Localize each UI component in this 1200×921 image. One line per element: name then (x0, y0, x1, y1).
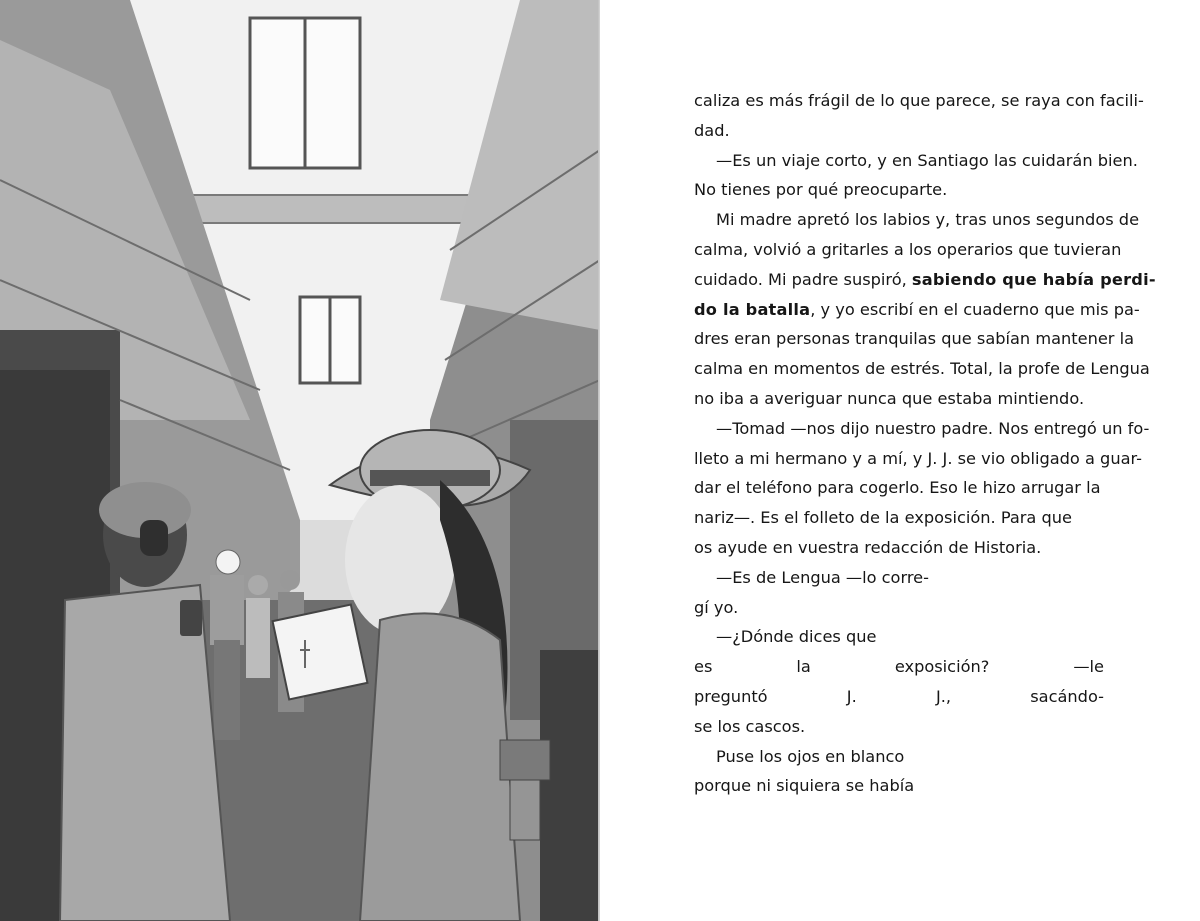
text-segment: dres eran personas tranquilas que sabían mantener la (694, 329, 1135, 349)
text-line (694, 235, 1122, 265)
text-segment: gí yo. (694, 597, 739, 617)
text-segment: nariz—. Es el folleto de la exposición. Para que (694, 508, 1072, 528)
text-line (694, 295, 1140, 325)
text-segment: lleto a mi hermano y a mí, y J. J. se vio obligado a guar- (694, 448, 1142, 468)
text-line (694, 354, 1150, 384)
ceiling-light-2 (300, 297, 360, 383)
text-line (694, 265, 1156, 295)
text-line (694, 771, 1104, 801)
ceiling-light-1 (250, 18, 360, 168)
text-line (694, 533, 1104, 563)
text-line (694, 622, 1104, 652)
text-segment: dad. (694, 120, 730, 140)
text-line (694, 384, 1104, 414)
text-line (694, 742, 1104, 772)
text-line (694, 414, 1150, 444)
text-line (694, 652, 1104, 682)
text-segment: caliza es más frágil de lo que parece, se raya con facili- (694, 91, 1144, 110)
text-line (694, 682, 1104, 712)
text-page (600, 0, 1200, 921)
body-text (694, 86, 1156, 801)
text-line (694, 175, 1104, 205)
text-segment: —Es de Lengua —lo corre- (716, 567, 929, 587)
text-line (694, 444, 1142, 474)
text-line (694, 146, 1138, 176)
text-line (694, 205, 1140, 235)
text-line (694, 593, 1104, 623)
text-segment: dar el teléfono para cogerlo. Eso le hizo arrugar la (694, 478, 1101, 498)
text-line (694, 563, 929, 593)
bold-phrase: sabiendo que había perdi- (911, 269, 1156, 289)
text-segment: calma en momentos de estrés. Total, la profe de Lengua (694, 359, 1150, 379)
text-segment: Mi madre apretó los labios y, tras unos segundos de (716, 210, 1140, 230)
text-segment: —Tomad —nos dijo nuestro padre. Nos entregó un fo- (716, 418, 1150, 438)
text-line (694, 712, 1104, 742)
text-segment: —¿Dónde dices que (716, 627, 877, 647)
text-line (694, 116, 1104, 146)
text-segment: cuidado. Mi padre suspiró, (694, 269, 912, 289)
text-segment: no iba a averiguar nunca que estaba mintiendo. (694, 388, 1085, 408)
text-segment: es la exposición? —le (694, 657, 1104, 677)
text-segment: porque ni siquiera se había (694, 776, 915, 796)
text-segment: os ayude en vuestra redacción de Historia. (694, 537, 1042, 557)
text-line (694, 503, 1104, 533)
text-segment: —Es un viaje corto, y en Santiago las cuidarán bien. (716, 150, 1138, 170)
text-segment: , y yo escribí en el cuaderno que mis pa- (810, 299, 1140, 319)
text-segment: No tienes por qué preocuparte. (694, 180, 948, 200)
text-line (694, 473, 1101, 503)
text-segment: Puse los ojos en blanco (716, 746, 905, 766)
text-segment: preguntó J. J., sacándo- (694, 686, 1104, 706)
text-segment: calma, volvió a gritarles a los operarios que tuvieran (694, 239, 1122, 259)
text-line (694, 86, 1144, 116)
bold-phrase: do la batalla (694, 299, 811, 319)
text-segment: se los cascos. (694, 716, 806, 736)
text-line (694, 324, 1135, 354)
